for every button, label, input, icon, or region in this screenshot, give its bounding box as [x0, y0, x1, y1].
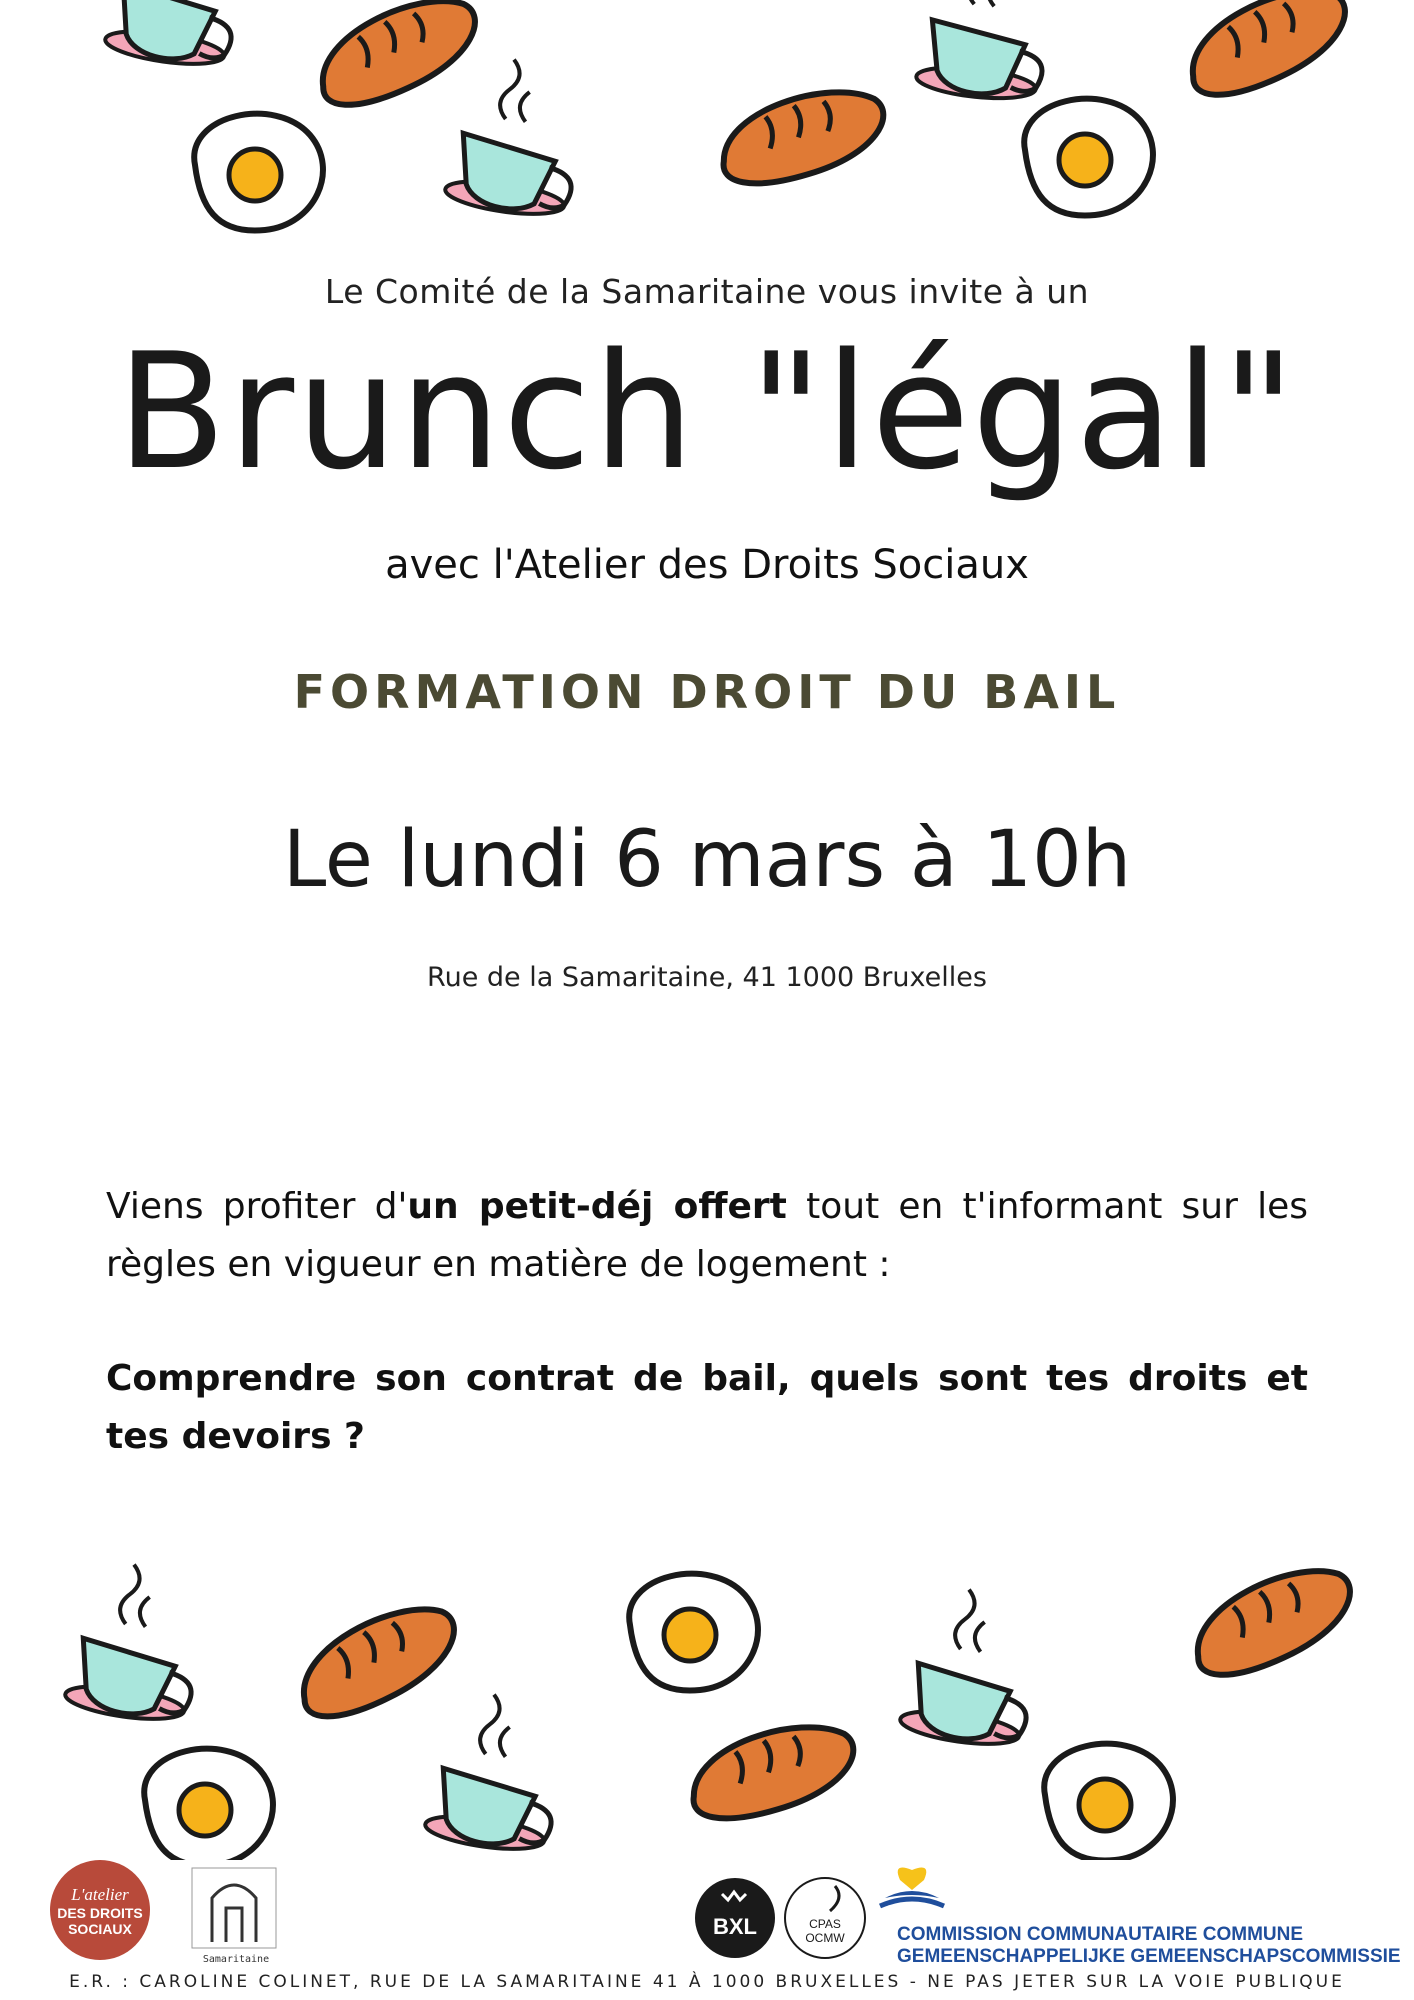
- atelier-droits-sociaux-logo: [50, 1860, 150, 1960]
- svg-text:OCMW: OCMW: [805, 1931, 845, 1945]
- svg-text:COMMISSION COMMUNAUTAIRE COMMU: COMMISSION COMMUNAUTAIRE COMMUNE: [897, 1924, 1304, 1945]
- bread-icon: [683, 1716, 863, 1827]
- bxl-logo: [695, 1878, 775, 1958]
- breakfast-illustrations-top: [0, 0, 1414, 250]
- intro-text: Le Comité de la Samaritaine vous invite à un: [324, 272, 1090, 311]
- bread-icon: [286, 1594, 470, 1729]
- cup-icon: [915, 0, 1055, 103]
- legal-footer: E.R. : CAROLINE COLINET, RUE DE LA SAMARITAINE 41 À 1000 BRUXELLES - NE PAS JETER SUR LA VOIE PUBLIQUE: [69, 1972, 1345, 1992]
- svg-text:CPAS: CPAS: [809, 1917, 841, 1931]
- cup-icon: [898, 1583, 1042, 1751]
- cup-icon: [103, 0, 247, 70]
- cup-icon: [423, 1688, 567, 1856]
- event-date: Le lundi 6 mars à 10h: [282, 815, 1132, 905]
- description-text-end: tout en t'informant sur les règles en vigueur en matière de logement :: [106, 1186, 1309, 1285]
- bread-icon: [1176, 0, 1360, 106]
- cpas-ocmw-logo: [785, 1878, 865, 1958]
- egg-icon: [1024, 99, 1153, 216]
- egg-icon: [144, 1749, 273, 1860]
- question-paragraph: Comprendre son contrat de bail, quels sont tes droits et tes devoirs ?: [106, 1358, 1308, 1457]
- samaritaine-logo: [192, 1868, 276, 1965]
- cup-icon: [443, 53, 587, 221]
- egg-icon: [629, 1574, 758, 1691]
- bread-icon: [713, 81, 893, 192]
- bread-icon: [306, 0, 490, 116]
- bread-icon: [1181, 1556, 1365, 1686]
- egg-icon: [194, 114, 323, 231]
- partner-logos: [0, 1850, 1414, 1970]
- event-address: Rue de la Samaritaine, 41 1000 Bruxelles: [427, 962, 987, 993]
- description-paragraph: [106, 1178, 1308, 1294]
- breakfast-illustrations-bottom: [0, 1540, 1414, 1860]
- subtitle: avec l'Atelier des Droits Sociaux: [385, 542, 1029, 588]
- description-text-start: Viens profiter d': [106, 1186, 408, 1227]
- svg-text:GEMEENSCHAPPELIJKE GEMEENSCHAP: GEMEENSCHAPPELIJKE GEMEENSCHAPSCOMMISSIE: [897, 1946, 1401, 1967]
- svg-text:Samaritaine: Samaritaine: [202, 1954, 270, 1965]
- description-highlight: un petit-déj offert: [407, 1186, 787, 1227]
- cup-icon: [63, 1558, 207, 1726]
- formation-heading: FORMATION DROIT DU BAIL: [293, 665, 1121, 719]
- svg-text:BXL: BXL: [713, 1914, 757, 1939]
- commission-logo: [880, 1868, 1401, 1967]
- egg-icon: [1044, 1744, 1173, 1860]
- svg-text:SOCIAUX: SOCIAUX: [68, 1921, 132, 1937]
- page-title: Brunch "légal": [116, 318, 1298, 505]
- svg-text:DES DROITS: DES DROITS: [57, 1905, 143, 1921]
- svg-text:L'atelier: L'atelier: [71, 1885, 129, 1904]
